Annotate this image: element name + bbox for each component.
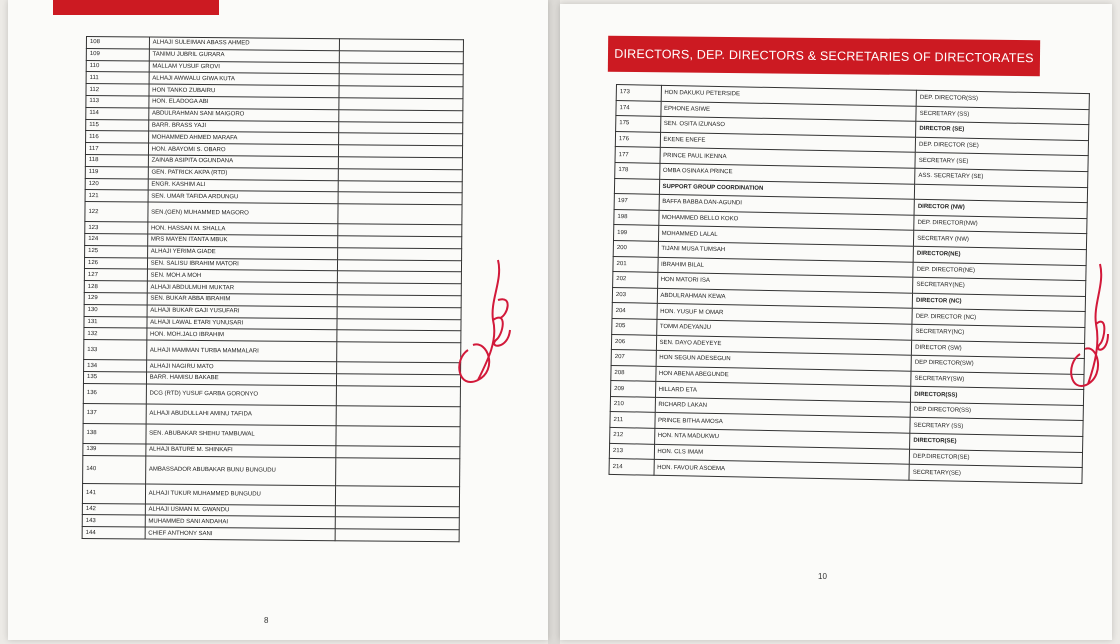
handwritten-signature: [448, 240, 528, 400]
empty-cell: [338, 192, 462, 205]
member-name: ALHAJI YERIMA GIADE: [147, 246, 337, 259]
empty-cell: [338, 121, 462, 134]
row-number: 212: [610, 428, 655, 444]
member-name: MALLAM YUSUF GROVI: [149, 61, 339, 74]
empty-cell: [339, 98, 463, 111]
row-number: 113: [86, 95, 149, 107]
member-name: TOMM ADEYANJU: [656, 319, 912, 339]
row-number: 125: [85, 245, 148, 257]
member-name: ALHAJI MAMMAN TURBA MAMMALARI: [146, 340, 336, 362]
left-page: [8, 0, 548, 640]
member-name: ZAINAB ASIPITA OGUNDANA: [148, 155, 338, 168]
member-name: DCG (RTD) YUSUF GARBA GORONYO: [146, 384, 336, 406]
member-name: ALHAJI SULEIMAN ABASS AHMED: [149, 37, 339, 50]
row-number: 199: [613, 225, 658, 241]
member-name: ALHAJI AWWALU GIWA KUTA: [149, 72, 339, 85]
row-number: 210: [610, 396, 655, 412]
row-number: 116: [86, 131, 149, 143]
member-name: HON DAKUKU PETERSIDE: [661, 85, 917, 105]
row-number: 142: [82, 503, 145, 515]
empty-cell: [337, 236, 461, 249]
empty-cell: [336, 405, 460, 426]
empty-cell: [339, 39, 463, 52]
member-role: DEP DIRECTOR(SS): [910, 402, 1083, 421]
member-name: HON. ABAYOMI S. OBARO: [148, 143, 338, 156]
row-number: 130: [84, 304, 147, 316]
empty-cell: [336, 425, 460, 446]
member-name: BARR. BRASS YAJI: [148, 120, 338, 133]
row-number: 204: [612, 303, 657, 319]
member-name: PRINCE BITHA AMOSA: [654, 413, 910, 433]
member-name: ABDULRAHMAN KEWA: [657, 288, 913, 308]
book-gutter: [548, 0, 560, 644]
member-name: MRS MAYEN ITANTA MBUK: [147, 234, 337, 247]
member-name: HON. FAVOUR ASOEMA: [653, 460, 909, 480]
member-role: SECRETARY(NE): [913, 277, 1086, 296]
empty-cell: [336, 362, 460, 375]
row-number: 203: [612, 287, 657, 303]
row-number: 131: [84, 316, 147, 328]
row-number: 120: [85, 178, 148, 190]
member-name: ALHAJI ABUDULLAHI AMINU TAFIDA: [146, 404, 336, 426]
row-number: 124: [85, 233, 148, 245]
empty-cell: [338, 180, 462, 193]
member-name: IBRAHIM BILAL: [657, 257, 913, 277]
empty-cell: [336, 385, 460, 406]
row-number: 129: [84, 292, 147, 304]
row-number: 206: [611, 334, 656, 350]
empty-cell: [335, 457, 460, 486]
row-number: 209: [611, 381, 656, 397]
row-number: 141: [82, 483, 145, 504]
row-number: 201: [613, 256, 658, 272]
member-name: MOHAMMED BELLO KOKO: [658, 210, 914, 230]
row-number: 117: [85, 143, 148, 155]
row-number: 133: [84, 340, 147, 361]
member-name: MUHAMMED SANI ANDAHAI: [145, 515, 335, 528]
member-name: HON. HASSAN M. SHALLA: [147, 222, 337, 235]
row-number: 173: [616, 85, 661, 101]
empty-cell: [339, 86, 463, 99]
row-number: 121: [85, 190, 148, 202]
empty-cell: [338, 224, 462, 237]
member-name: ALHAJI ABDULMUHI MUKTAR: [147, 281, 337, 294]
member-name: GEN. PATRICK AKPA (RTD): [148, 167, 338, 180]
row-number: 176: [615, 131, 660, 147]
member-name: ALHAJI USMAN M. GWANDU: [145, 504, 335, 517]
row-number: 126: [84, 257, 147, 269]
row-number: 118: [85, 154, 148, 166]
member-name: HON MATORI ISA: [657, 272, 913, 292]
row-number: 109: [86, 48, 149, 60]
row-number: 134: [84, 360, 147, 372]
row-number: 138: [83, 423, 146, 444]
empty-cell: [338, 204, 462, 225]
member-name: ENGR. KASHIM ALI: [148, 179, 338, 192]
table-row: [82, 527, 459, 542]
directorates-table: [608, 84, 1089, 484]
empty-cell: [335, 517, 459, 530]
member-role: SECRETARY(SW): [911, 371, 1084, 390]
member-name: SEN. DAYO ADEYEYE: [656, 335, 912, 355]
member-role: ASS. SECRETARY (SE): [915, 168, 1088, 187]
member-name: HON. ELADOGA ABI: [149, 96, 339, 109]
member-name: HON. YUSUF M OMAR: [656, 304, 912, 324]
member-name: SEN. ABUBAKAR SHEHU TAMBUWAL: [146, 424, 336, 446]
empty-cell: [338, 157, 462, 170]
row-number: 139: [83, 443, 146, 455]
member-name: PRINCE PAUL IKENNA: [659, 148, 915, 168]
member-role: DEP. DIRECTOR(NE): [913, 262, 1086, 281]
member-name: HON ABENA ABEGUNDE: [655, 366, 911, 386]
member-role: DEP. DIRECTOR (NC): [912, 309, 1085, 328]
row-number: 128: [84, 281, 147, 293]
row-number: 122: [85, 202, 148, 223]
table-row: [83, 455, 460, 486]
row-number: 208: [611, 365, 656, 381]
empty-cell: [339, 62, 463, 75]
member-name: EPHONE ASIWE: [660, 101, 916, 121]
member-name: HON TANKO ZUBAIRU: [149, 84, 339, 97]
member-name: CHIEF ANTHONY SANI: [145, 527, 335, 540]
member-name: MOHAMMED AHMED MARAFA: [148, 131, 338, 144]
empty-cell: [339, 74, 463, 87]
empty-cell: [337, 306, 461, 319]
handwritten-signature: [1060, 244, 1110, 404]
member-name: BAFFA BABBA DAN-AGUNDI: [659, 194, 915, 214]
section-title: SUPPORT GROUP COORDINATION: [659, 179, 915, 199]
empty-cell: [336, 342, 460, 363]
empty-cell: [335, 505, 459, 518]
row-number: 175: [616, 116, 661, 132]
member-role: SECRETARY (SS): [910, 418, 1083, 437]
empty-cell: [337, 283, 461, 296]
member-role: DIRECTOR (NW): [914, 199, 1087, 218]
row-number: 108: [86, 37, 149, 49]
row-number: 143: [82, 515, 145, 527]
empty-cell: [338, 168, 462, 181]
row-number: 123: [85, 222, 148, 234]
member-role: SECRETARY(SE): [909, 464, 1082, 483]
member-name: TIJANI MUSA TUMSAH: [658, 241, 914, 261]
right-page: [560, 4, 1112, 640]
member-role: SECRETARY(NC): [912, 324, 1085, 343]
empty-cell: [337, 247, 461, 260]
empty-cell: [337, 295, 461, 308]
member-role: DIRECTOR(NE): [913, 246, 1086, 265]
member-name: OMBA OSINAKA PRINCE: [659, 163, 915, 183]
empty-cell: [336, 374, 460, 387]
member-name: HILLARD ETA: [655, 382, 911, 402]
row-number: 205: [612, 318, 657, 334]
row-number: 214: [609, 459, 654, 475]
empty-cell: [335, 485, 459, 506]
row-number: 111: [86, 72, 149, 84]
member-role: DEP. DIRECTOR (SE): [915, 137, 1088, 156]
row-number: 135: [83, 371, 146, 383]
empty-cell: [338, 145, 462, 158]
empty-cell: [338, 133, 462, 146]
page-number: 8: [264, 616, 269, 625]
member-name: HON. CLS IMAM: [654, 444, 910, 464]
row-number: 174: [616, 100, 661, 116]
row-number: 127: [84, 269, 147, 281]
member-name: ABDULRAHMAN SANI MAIGORO: [148, 108, 338, 121]
member-role: DIRECTOR (NC): [912, 293, 1085, 312]
empty-cell: [337, 271, 461, 284]
member-name: ALHAJI BUKAR GAJI YUSUFARI: [147, 305, 337, 318]
member-name: HON. NTA MADUKWU: [654, 428, 910, 448]
member-role: DEP. DIRECTOR(SS): [916, 90, 1089, 109]
row-number: 137: [83, 403, 146, 424]
member-role: DEP.DIRECTOR(SE): [909, 449, 1082, 468]
member-name: SEN. BUKAR ABBA IBRAHIM: [147, 293, 337, 306]
row-number: 114: [86, 107, 149, 119]
row-number: 136: [83, 383, 146, 404]
member-role: DEP. DIRECTOR(NW): [914, 215, 1087, 234]
row-number: 132: [84, 328, 147, 340]
left-page-banner: [53, 0, 219, 15]
member-role: DIRECTOR (SW): [911, 340, 1084, 359]
member-role: SECRETARY (NW): [914, 231, 1087, 250]
row-number: 177: [615, 147, 660, 163]
member-name: ALHAJI LAWAL ETARI YUNUSARI: [147, 317, 337, 330]
member-role: DIRECTOR(SE): [910, 433, 1083, 452]
left-names-table: [82, 36, 464, 542]
row-number: 200: [613, 240, 658, 256]
member-name: TANIMU JUBRIL GURARA: [149, 49, 339, 62]
row-number: 178: [615, 162, 660, 178]
row-number: 144: [82, 527, 145, 539]
member-name: ALHAJI BATURE M. SHINKAFI: [145, 444, 335, 457]
row-number: 202: [613, 272, 658, 288]
member-role: DIRECTOR(SS): [911, 386, 1084, 405]
empty-cell: [336, 445, 460, 458]
member-name: SEN. UMAR TAFIDA ARDUNGU: [148, 190, 338, 203]
row-number: 211: [610, 412, 655, 428]
member-name: EKENE ENEFE: [660, 132, 916, 152]
row-number: 207: [611, 350, 656, 366]
row-number: 197: [614, 194, 659, 210]
page-number: 10: [818, 572, 827, 581]
member-name: SEN. SALISU IBRAHIM MATORI: [147, 258, 337, 271]
empty-cell: [335, 529, 459, 542]
member-name: BARR. HAMISU BAKABE: [146, 372, 336, 385]
empty-cell: [337, 259, 461, 272]
row-number: 140: [83, 455, 146, 484]
member-role: SECRETARY (SE): [915, 153, 1088, 172]
member-name: HON. MOH.JALO IBRAHIM: [147, 328, 337, 341]
member-name: MOHAMMED LALAL: [658, 226, 914, 246]
member-role: DIRECTOR (SE): [916, 121, 1089, 140]
empty-cell: [337, 318, 461, 331]
empty-cell: [337, 330, 461, 343]
row-number: 110: [86, 60, 149, 72]
member-name: RICHARD LAKAN: [655, 397, 911, 417]
member-name: SEN. MOH.A MOH: [147, 269, 337, 282]
row-number: 112: [86, 84, 149, 96]
member-name: AMBASSADOR ABUBAKAR BUNU BUNGUDU: [145, 456, 335, 486]
row-number: [614, 178, 659, 194]
empty-cell: [339, 51, 463, 64]
empty-cell: [338, 109, 462, 122]
row-number: 115: [86, 119, 149, 131]
row-number: 119: [85, 166, 148, 178]
member-name: ALHAJI NAGIRU MATO: [146, 360, 336, 373]
directorates-banner-title: DIRECTORS, DEP. DIRECTORS & SECRETARIES OF DIRECTORATES: [608, 36, 1040, 77]
row-number: 213: [609, 443, 654, 459]
member-name: SEN.(GEN) MUHAMMED MAGORO: [148, 202, 338, 224]
member-name: SEN. OSITA IZUNASO: [660, 117, 916, 137]
member-role: DEP DIRECTOR(SW): [911, 355, 1084, 374]
member-name: HON SEGUN ADESEGUN: [656, 350, 912, 370]
member-role: SECRETARY (SS): [916, 106, 1089, 125]
member-name: ALHAJI TUKUR MUHAMMED BUNGUDU: [145, 484, 335, 506]
row-number: 198: [614, 209, 659, 225]
